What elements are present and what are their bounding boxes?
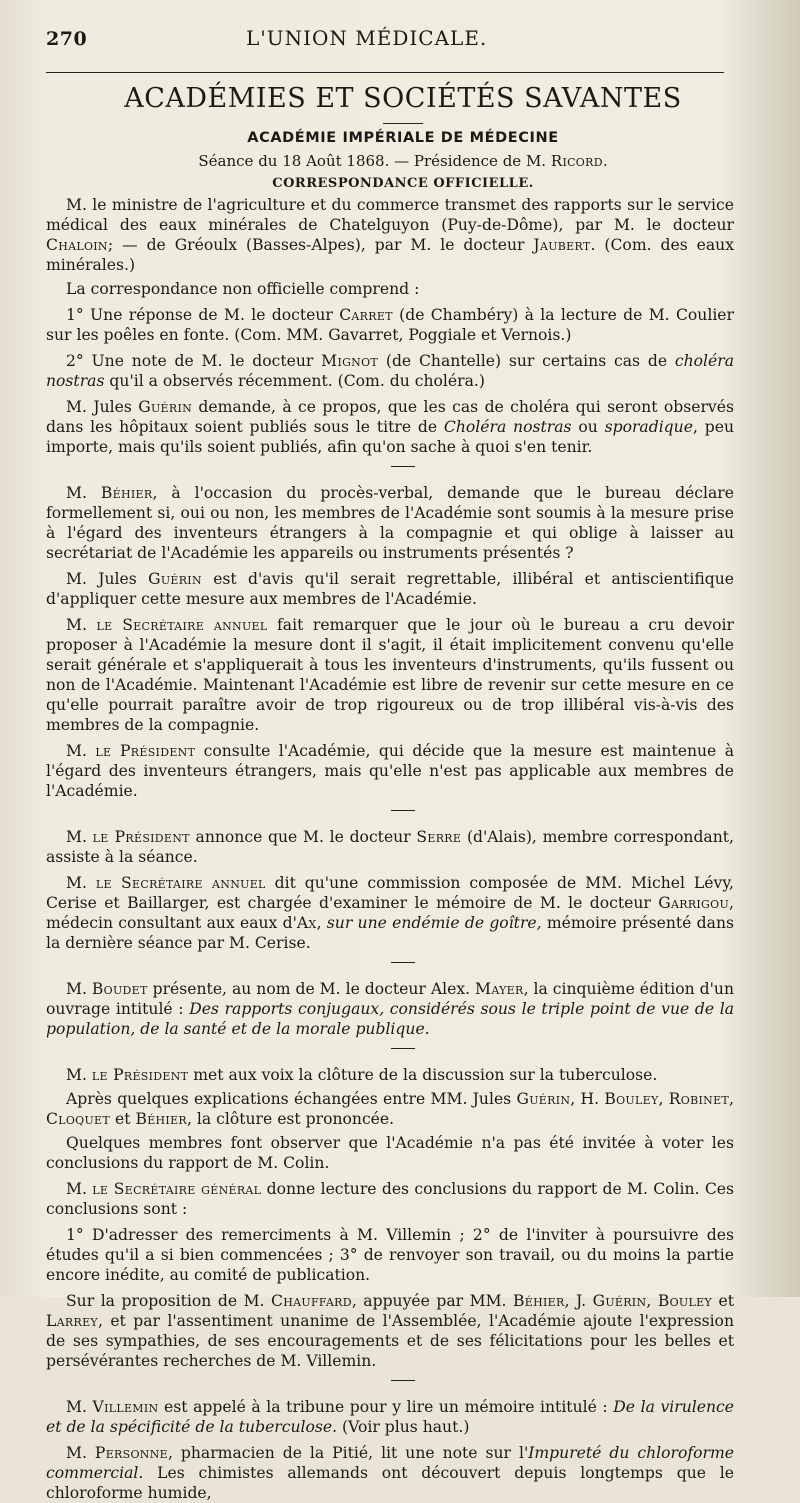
text: M. (66, 1066, 92, 1084)
text: M. (66, 980, 92, 998)
role-title: le Secrétaire général (92, 1180, 262, 1198)
paragraph-15: Quelques membres font observer que l'Académie n'a pas été invitée à voter les conclusions du rapport de M. Colin. (46, 1134, 734, 1172)
academy-title: ACADÉMIE IMPÉRIALE DE MÉDECINE (247, 130, 559, 146)
text: ou (571, 418, 605, 436)
role-title: le Président (92, 828, 190, 846)
text: , J. (564, 1292, 593, 1310)
person-name: Béhier (513, 1292, 565, 1310)
text: mémoire présenté dans la dernière séance par M. Cerise. (46, 914, 734, 952)
text: , pharmacien de la Pitié, lit une note sur l' (167, 1444, 529, 1462)
text: , la cinquième édition d'un ouvrage intitulé : (46, 980, 734, 1018)
text: donne lecture des conclusions du rapport de M. Colin. Ces conclusions sont : (46, 1180, 735, 1218)
text: demande, à ce propos, que les cas de choléra qui seront observés dans les hôpitaux soient publiés sous le titre de (46, 398, 734, 436)
text: consulte l'Académie, qui décide que la mesure est maintenue à l'égard des inventeurs étrangers, mais qu'elle n'est pas applicable aux membres de l'Académie. (46, 742, 735, 800)
person-name: Carret (339, 306, 393, 324)
paragraph-2: La correspondance non officielle comprend : (66, 280, 420, 298)
person-name: Bouley (657, 1292, 712, 1310)
person-name: Guérin (148, 570, 202, 588)
person-name: Mignot (321, 352, 379, 370)
paragraph-3 (46, 305, 734, 345)
text: . (Com. des eaux minérales.) (46, 236, 734, 274)
person-name: Guérin (138, 398, 193, 416)
section-title: ACADÉMIES ET SOCIÉTÉS SAVANTES (124, 83, 682, 114)
person-name: Cloquet (46, 1110, 111, 1128)
text: dit qu'une commission composée de MM. Michel Lévy, Cerise et Baillarger, est chargée d'examiner le mémoire de M. le docteur (46, 874, 735, 912)
italic-term: sporadique (604, 418, 693, 436)
person-name: Serre (416, 828, 462, 846)
seance-president: Ricord (550, 152, 603, 170)
seance-prefix: Séance du 18 Août 1868. — Présidence de M. (198, 152, 551, 170)
text: , appuyée par MM. (351, 1292, 514, 1310)
text: , (729, 1090, 734, 1108)
text: M. Jules (66, 398, 139, 416)
text: annonce que M. le docteur (189, 828, 417, 846)
text: qu'il a observés récemment. (Com. du choléra.) (104, 372, 485, 390)
paragraph-19 (46, 1397, 734, 1437)
italic-term: choléra nostras (46, 352, 735, 390)
role-title: le Secrétaire annuel (95, 874, 266, 892)
text: ; — de Gréoulx (Basses-Alpes), par M. le docteur (107, 236, 534, 254)
paragraph-6 (46, 483, 734, 563)
person-name: Jaubert (533, 236, 591, 254)
person-name: Larrey (46, 1312, 98, 1330)
text: , la clôture est prononcée. (186, 1110, 395, 1128)
italic-title: De la virulence et de la spécificité de la tuberculose. (46, 1398, 734, 1436)
paragraph-11 (46, 873, 734, 953)
separator-rule (391, 962, 415, 963)
text: (de Chantelle) sur certains cas de (378, 352, 675, 370)
text: M. (66, 616, 97, 634)
paragraph-5 (46, 397, 734, 457)
text: M. Jules (66, 570, 149, 588)
person-name: Chauffard (271, 1292, 352, 1310)
text: présente, au nom de M. le docteur Alex. (147, 980, 476, 998)
text: et (712, 1292, 735, 1310)
text: Les chimistes allemands ont découvert depuis longtemps que le chloroforme humide, (46, 1464, 734, 1502)
text: , et par l'assentiment unanime de l'Assemblée, l'Académie ajoute l'expression de ses sympathies, de ses encouragements et de ses félicitations pour les belles et persévérantes recherches de M. Villemin. (46, 1312, 734, 1370)
text: , (316, 914, 327, 932)
text: , médecin consultant aux eaux d' (46, 894, 734, 932)
paragraph-14 (46, 1089, 734, 1129)
text: Sur la proposition de M. (66, 1292, 272, 1310)
paragraph-4 (46, 351, 734, 391)
text: 1° Une réponse de M. le docteur (66, 306, 340, 324)
person-name: Bouley (604, 1090, 659, 1108)
paragraph-1 (46, 195, 734, 275)
role-title: le Secrétaire annuel (96, 616, 268, 634)
seance-line (46, 152, 760, 170)
text: M. (66, 1444, 95, 1462)
paragraph-12 (46, 979, 734, 1039)
person-name: Personne (94, 1444, 168, 1462)
text: M. (66, 484, 101, 502)
text: , (658, 1090, 669, 1108)
person-name: Guérin (592, 1292, 647, 1310)
person-name: Villemin (92, 1398, 159, 1416)
paragraph-20 (46, 1443, 734, 1503)
person-name: Garrigou (658, 894, 730, 912)
text: est appelé à la tribune pour y lire un mémoire intitulé : (158, 1398, 614, 1416)
seance-suffix: . (602, 152, 608, 170)
italic-title: Impureté du chloroforme commercial. (46, 1444, 734, 1482)
paragraph-16 (46, 1179, 734, 1219)
paragraph-17: 1° D'adresser des remerciments à M. Villemin ; 2° de l'inviter à poursuivre des études qu'il a si bien commencées ; 3° de renvoyer son travail, ou du moins la partie encore inédite, au comité de publication. (46, 1226, 734, 1284)
text: (Voir plus haut.) (337, 1418, 470, 1436)
header-rule (46, 72, 724, 73)
person-name: Béhier (100, 484, 153, 502)
text: 2° Une note de M. le docteur (66, 352, 322, 370)
text: et (110, 1110, 136, 1128)
person-name: Guérin (516, 1090, 571, 1108)
text: fait remarquer que le jour où le bureau a cru devoir proposer à l'Académie la mesure dont il s'agit, il était implicitement convenu qu'elle serait générale et s'appliquerait à tous les inventeurs d'instruments, qu'ils fussent ou non de l'Académie. Maintenant l'Académie est libre de revenir sur cette mesure en ce qu'elle pourrait paraître avoir de trop rigoureux ou de trop illibéral vis-à-vis des membres de la compagnie. (46, 616, 734, 734)
text: , peu importe, mais qu'ils soient publiés, afin qu'on sache à quoi s'en tenir. (46, 418, 734, 456)
text: , (646, 1292, 658, 1310)
correspondence-heading: CORRESPONDANCE OFFICIELLE. (272, 176, 534, 191)
separator-rule (391, 1048, 415, 1049)
text: (de Chambéry) à la lecture de M. Coulier sur les poêles en fonte. (Com. MM. Gavarret, Poggiale et Vernois.) (46, 306, 734, 344)
person-name: Boudet (91, 980, 148, 998)
paragraph-10 (46, 827, 734, 867)
text: (d'Alais), membre correspondant, assiste à la séance. (46, 828, 734, 866)
paragraph-7 (46, 569, 734, 609)
text: M. (66, 1398, 93, 1416)
role-title: le Président (91, 1066, 189, 1084)
running-title: L'UNION MÉDICALE. (246, 26, 488, 50)
text: est d'avis qu'il serait regrettable, illibéral et antiscientifique d'appliquer cette mesure aux membres de l'Académie. (46, 570, 734, 608)
text: M. le ministre de l'agriculture et du commerce transmet des rapports sur le service médical des eaux minérales de Chatelguyon (Puy-de-Dôme), par M. le docteur (46, 196, 734, 234)
italic-title: sur une endémie de goître, (326, 914, 542, 932)
separator-rule (391, 810, 415, 811)
text: M. (66, 1180, 93, 1198)
paragraph-9 (46, 741, 734, 801)
text: M. (66, 874, 96, 892)
text: Après quelques explications échangées entre MM. Jules (66, 1090, 517, 1108)
paragraph-13 (46, 1065, 734, 1085)
person-name: Chaloin (46, 236, 108, 254)
section-rule (383, 123, 423, 124)
person-name: Béhier (135, 1110, 187, 1128)
page-number: 270 (46, 28, 88, 50)
separator-rule (391, 1380, 415, 1381)
person-name: Mayer (475, 980, 524, 998)
text: , à l'occasion du procès-verbal, demande que le bureau déclare formellement si, oui ou non, les membres de l'Académie sont soumis à la mesure prise à l'égard des inventeurs étrangers à la compagnie et qui oblige à laisser au secrétariat de l'Académie les appareils ou instruments présentés ? (46, 484, 734, 562)
separator-rule (391, 466, 415, 467)
person-name: Robinet (668, 1090, 730, 1108)
paragraph-18 (46, 1291, 734, 1371)
italic-term: Choléra nostras (443, 418, 572, 436)
role-title: le Président (95, 742, 196, 760)
text: M. (66, 828, 93, 846)
text: , H. (570, 1090, 605, 1108)
running-header (46, 26, 760, 62)
italic-title: Des rapports conjugaux, considérés sous le triple point de vue de la population, de la santé et de la morale publique. (46, 1000, 735, 1038)
text: M. (66, 742, 96, 760)
paragraph-8 (46, 615, 734, 735)
text: met aux voix la clôture de la discussion sur la tuberculose. (188, 1066, 658, 1084)
place-name: Ax (296, 914, 317, 932)
